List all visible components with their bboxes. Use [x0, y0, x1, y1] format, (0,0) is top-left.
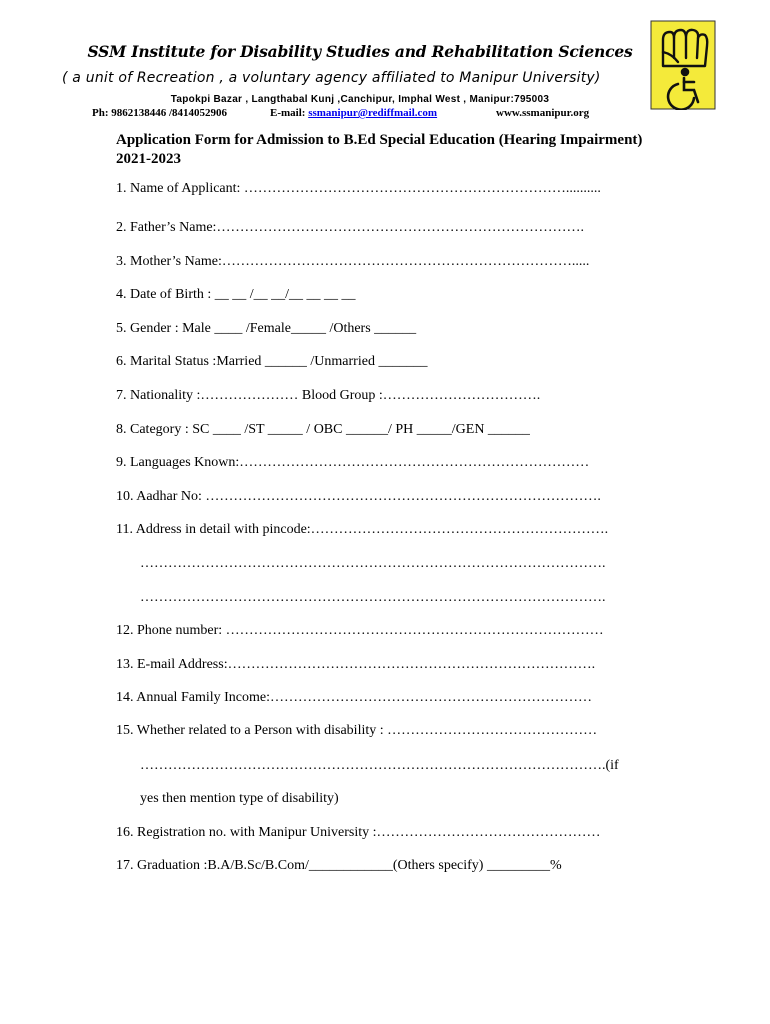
field-disability-line-2: ……………………………………………………………………………………….(if [140, 758, 619, 773]
institute-title: SSM Institute for Disability Studies and Rehabilitation Sciences [87, 42, 633, 61]
phone-numbers: Ph: 9862138446 /8414052906 [92, 107, 228, 119]
field-nationality-blood-group: 7. Nationality :………………… Blood Group :……………………………. [116, 388, 541, 403]
field-address-line-3: ………………………………………………………………………………………. [140, 590, 606, 605]
field-aadhar: 10. Aadhar No: …………………………………………………………………………. [116, 489, 601, 504]
field-address: 11. Address in detail with pincode:………………………………………………………. [116, 522, 609, 537]
field-languages: 9. Languages Known:………………………………………………………………… [116, 455, 590, 470]
form-title-text: Application Form for Admission to B.Ed Special Education (Hearing Impairment) [116, 132, 643, 148]
institute-address: Tapokpi Bazar , Langthabal Kunj ,Canchipur, Imphal West , Manipur:795003 [170, 94, 550, 105]
email-label: E-mail: [270, 107, 306, 119]
field-email: 13. E-mail Address:……………………………………………………………………. [116, 657, 596, 672]
email-link[interactable]: ssmanipur@rediffmail.com [308, 107, 438, 119]
email-block [270, 107, 437, 119]
website: www.ssmanipur.org [496, 107, 590, 119]
field-disability-line-3: yes then mention type of disability) [140, 791, 339, 806]
field-marital-status: 6. Marital Status :Married ______ /Unmarried _______ [116, 354, 428, 369]
field-disability-relation: 15. Whether related to a Person with disability : ……………………………………… [116, 723, 598, 738]
field-phone: 12. Phone number: ……………………………………………………………………… [116, 623, 604, 638]
field-registration: 16. Registration no. with Manipur University :………………………………………… [116, 825, 601, 840]
field-date-of-birth: 4. Date of Birth : __ __ /__ __/__ __ __ __ [116, 287, 356, 302]
institute-subtitle: ( a unit of Recreation , a voluntary agency affiliated to Manipur University) [62, 70, 601, 86]
field-gender: 5. Gender : Male ____ /Female_____ /Others ______ [116, 321, 417, 336]
disability-fist-logo-icon [650, 20, 716, 110]
field-address-line-2: ………………………………………………………………………………………. [140, 556, 606, 571]
field-fathers-name: 2. Father’s Name:……………………………………………………………………. [116, 220, 584, 235]
field-category: 8. Category : SC ____ /ST _____ / OBC ______/ PH _____/GEN ______ [116, 422, 530, 437]
field-mothers-name: 3. Mother’s Name:…………………………………………………………………..... [116, 254, 590, 269]
field-name: 1. Name of Applicant: …………………………………………………………….......... [116, 181, 601, 196]
form-year: 2021-2023 [116, 151, 181, 167]
form-title [116, 131, 676, 169]
field-family-income: 14. Annual Family Income:…………………………………………………………… [116, 690, 592, 705]
field-graduation: 17. Graduation :B.A/B.Sc/B.Com/____________(Others specify) _________% [116, 858, 562, 873]
